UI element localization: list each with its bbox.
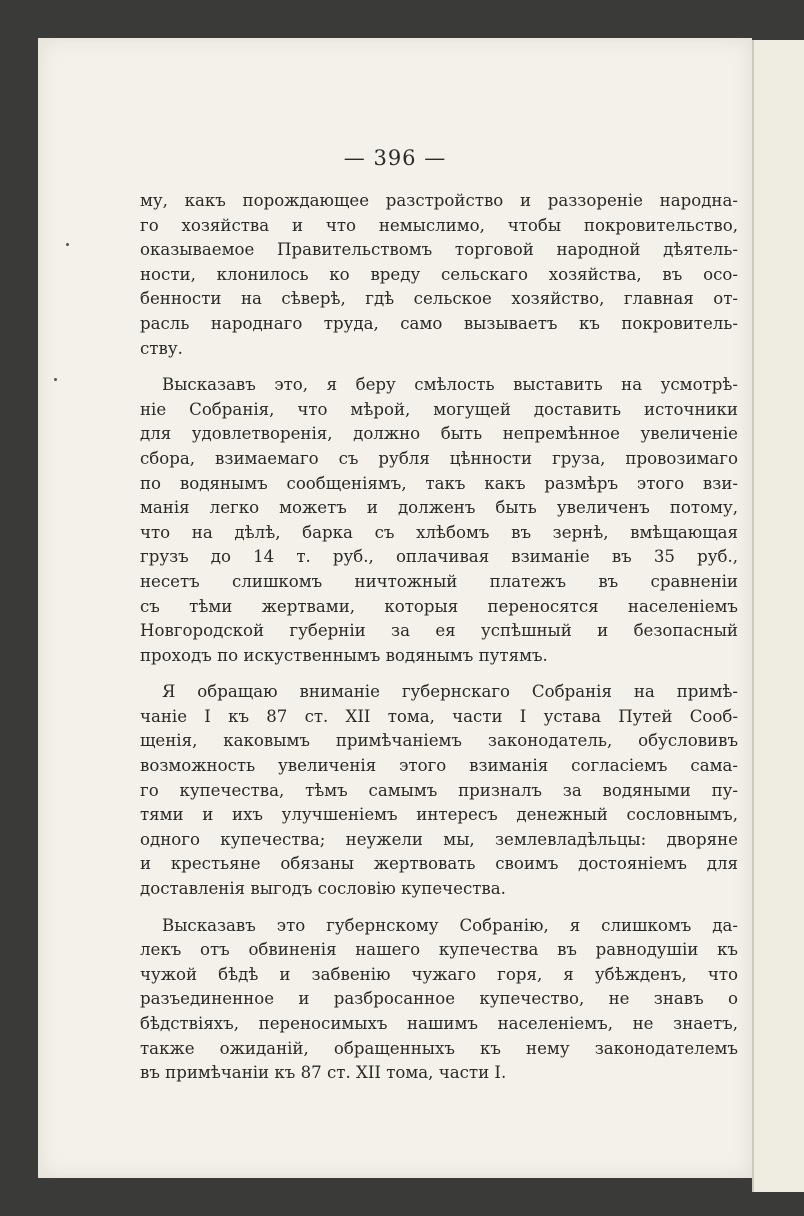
text-line: го купечества, тѣмъ самымъ призналъ за водяными пу- xyxy=(140,780,738,800)
paragraph xyxy=(140,680,738,901)
adjacent-page-edge xyxy=(752,40,804,1192)
paragraph xyxy=(140,373,738,668)
text-line: Высказавъ это, я беру смѣлость выставить на усмотрѣ- xyxy=(162,375,738,395)
text-line: му, какъ порождающее разстройство и раззореніе народна- xyxy=(140,191,738,210)
text-line: грузъ до 14 т. руб., оплачивая взиманіе въ 35 руб., xyxy=(140,547,738,567)
text-line: что на дѣлѣ, барка съ хлѣбомъ въ зернѣ, вмѣщающая xyxy=(140,522,738,542)
text-line: также ожиданій, обращенныхъ къ нему законодателемъ xyxy=(140,1038,738,1058)
text-line: лекъ отъ обвиненія нашего купечества въ равнодушіи къ xyxy=(140,940,738,960)
page-text xyxy=(140,189,738,1098)
text-line: несетъ слишкомъ ничтожный платежъ въ сравненіи xyxy=(140,571,738,591)
text-line: по водянымъ сообщеніямъ, такъ какъ размѣръ этого взи- xyxy=(140,473,738,493)
text-line: тями и ихъ улучшеніемъ интересъ денежный сословнымъ, xyxy=(140,805,738,825)
text-line: и крестьяне обязаны жертвовать своимъ достояніемъ для xyxy=(140,854,738,874)
text-line: для удовлетворенія, должно быть непремѣнное увеличеніе xyxy=(140,424,738,444)
text-line: разъединенное и разбросанное купечество, не знавъ о xyxy=(140,989,738,1009)
text-line: го хозяйства и что немыслимо, чтобы покровительство, xyxy=(140,215,738,235)
text-line: оказываемое Правительствомъ торговой народной дѣятель- xyxy=(140,240,738,260)
text-line: щенія, каковымъ примѣчаніемъ законодатель, обусловивъ xyxy=(140,731,738,751)
paragraph xyxy=(140,189,738,361)
text-line: проходъ по искуственнымъ водянымъ путямъ. xyxy=(140,645,548,665)
text-line: съ тѣми жертвами, которыя переносятся населеніемъ xyxy=(140,596,738,616)
text-line: доставленія выгодъ сословію купечества. xyxy=(140,879,506,899)
text-line: возможность увеличенія этого взиманія согласіемъ сама- xyxy=(140,756,738,776)
text-line: Высказавъ это губернскому Собранію, я слишкомъ да- xyxy=(162,915,738,935)
text-line: ніе Собранія, что мѣрой, могущей доставить источники xyxy=(140,399,738,419)
paper-speck xyxy=(66,243,69,246)
text-line: въ примѣчаніи къ 87 ст. XII тома, части I. xyxy=(140,1063,507,1083)
text-line: расль народнаго труда, само вызываетъ къ покровитель- xyxy=(140,313,738,333)
paragraph xyxy=(140,914,738,1086)
text-line: манія легко можетъ и долженъ быть увеличенъ потому, xyxy=(140,498,738,518)
text-line: бѣдствіяхъ, переносимыхъ нашимъ населеніемъ, не знаетъ, xyxy=(140,1014,738,1033)
text-line: ности, клонилось ко вреду сельскаго хозяйства, въ осо- xyxy=(140,264,738,284)
page-number: — 396 — xyxy=(343,146,447,170)
text-line: ству. xyxy=(140,338,183,358)
text-line: бенности на сѣверѣ, гдѣ сельское хозяйство, главная от- xyxy=(140,289,738,309)
text-line: Новгородской губерніи за ея успѣшный и безопасный xyxy=(140,621,738,641)
paper-speck xyxy=(54,378,57,381)
text-line: сбора, взимаемаго съ рубля цѣнности груза, провозимаго xyxy=(140,448,738,468)
text-line: одного купечества; неужели мы, землевладѣльцы: дворяне xyxy=(140,829,738,849)
text-line: Я обращаю вниманіе губернскаго Собранія на примѣ- xyxy=(162,682,738,702)
text-line: чаніе I къ 87 ст. XII тома, части I устава Путей Сооб- xyxy=(140,706,738,726)
book-page xyxy=(38,38,752,1178)
text-line: чужой бѣдѣ и забвенію чужаго горя, я убѣжденъ, что xyxy=(140,964,738,984)
